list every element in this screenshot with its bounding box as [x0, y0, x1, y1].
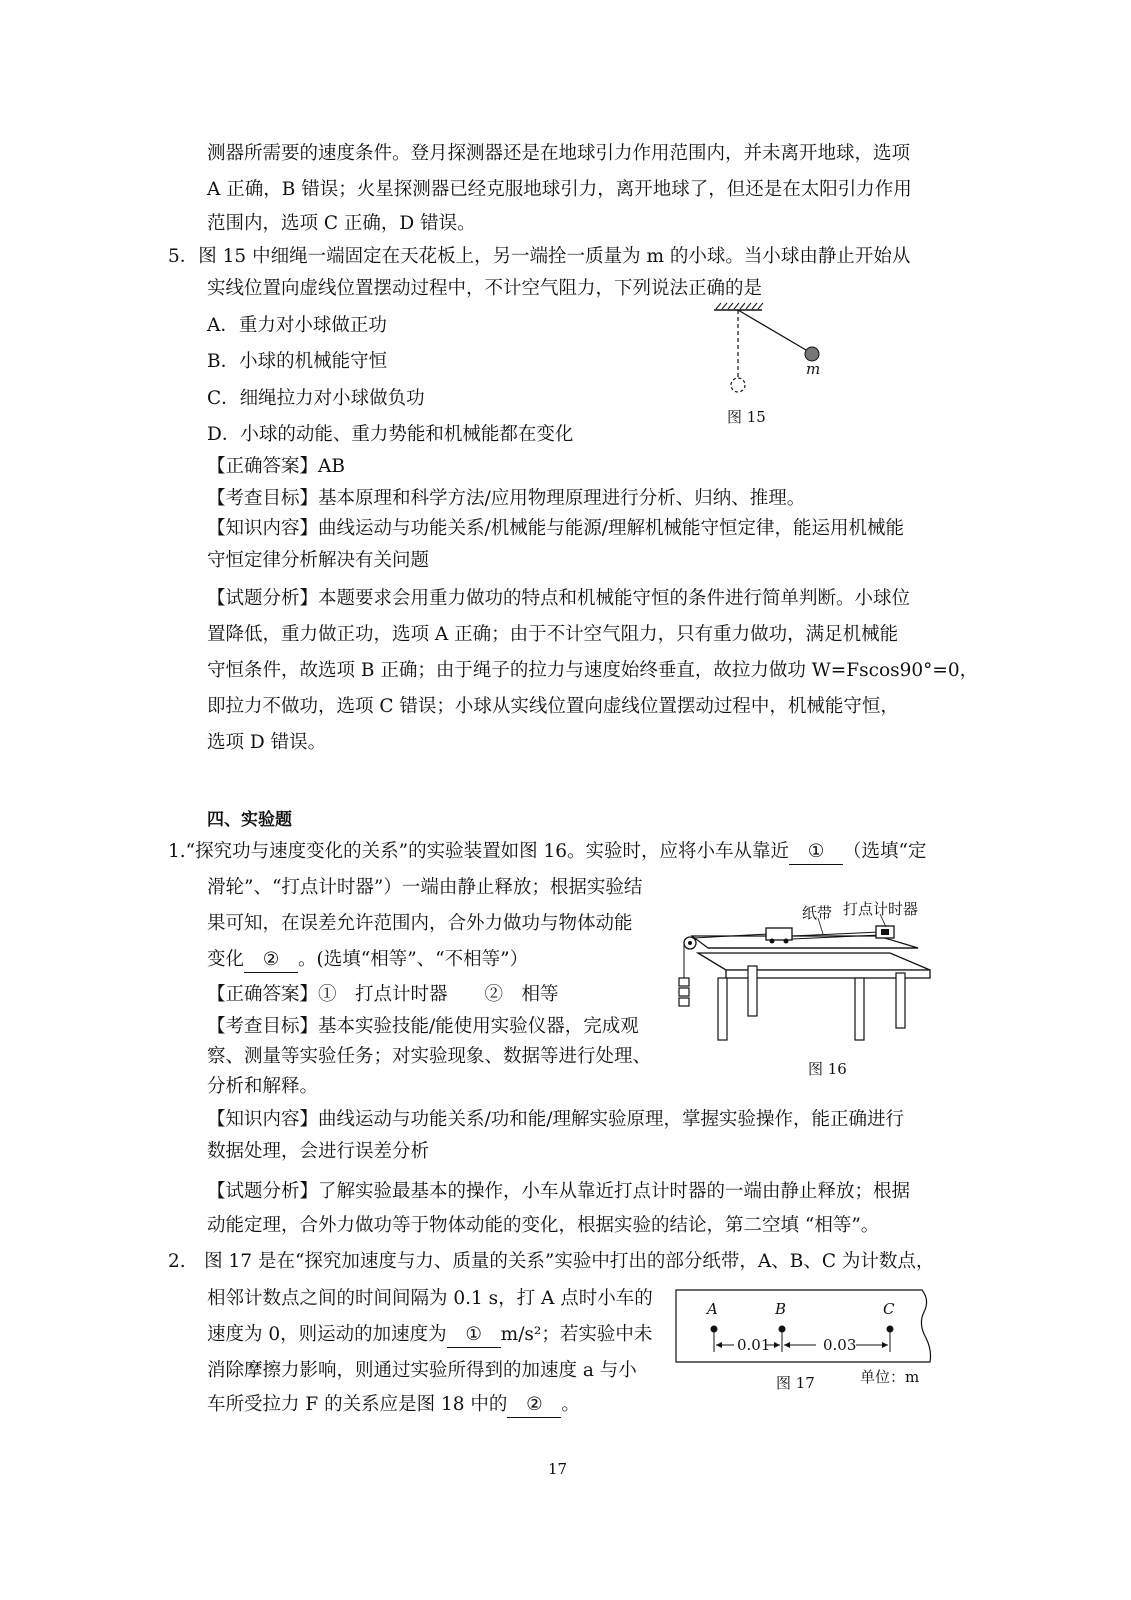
q5-analysis-line-1: 【试题分析】本题要求会用重力做功的特点和机械能守恒的条件进行简单判断。小球位	[207, 588, 911, 609]
q5-option-d: D．小球的动能、重力势能和机械能都在变化	[207, 424, 574, 445]
s4-q1-knowledge-line-2: 数据处理，会进行误差分析	[207, 1141, 430, 1162]
q5-analysis-line-4: 即拉力不做功，选项 C 错误；小球从实线位置向虚线位置摆动过程中，机械能守恒，	[207, 696, 899, 717]
tape-point-c: C	[883, 1300, 895, 1318]
q5-analysis-line-5: 选项 D 错误。	[207, 732, 327, 753]
s4-q1-target-line-3: 分析和解释。	[207, 1076, 319, 1097]
q5-answer: 【正确答案】AB	[207, 456, 345, 477]
s4-q1-answer: 【正确答案】① 打点计时器 ② 相等	[207, 984, 559, 1005]
q5-knowledge-line-1: 【知识内容】曲线运动与功能关系/机械能与能源/理解机械能守恒定律，能运用机械能	[207, 518, 904, 539]
s4-q1-analysis-line-2: 动能定理，合外力做功等于物体动能的变化，根据实验的结论，第二空填 “相等”。	[207, 1215, 880, 1236]
s4-q1-line-2: 滑轮”、“打点计时器”）一端由静止释放；根据实验结	[207, 877, 643, 898]
s4-q1-line-4: 变化 ② 。(选填“相等”、“不相等”）	[207, 948, 528, 973]
tape-distance-bc: 0.03	[823, 1336, 857, 1354]
s4-q2-line-2: 相邻计数点之间的时间间隔为 0.1 s，打 A 点时小车的	[207, 1288, 653, 1309]
q5-knowledge-line-2: 守恒定律分析解决有关问题	[207, 550, 430, 571]
q5-stem-line-1: 5．图 15 中细绳一端固定在天花板上，另一端拴一质量为 m 的小球。当小球由静止开始从	[168, 246, 911, 267]
figure-15-caption: 图 15	[727, 408, 766, 426]
s4-q2-blank-2[interactable]: ②	[507, 1393, 561, 1418]
q5-analysis-line-3: 守恒条件，故选项 B 正确；由于绳子的拉力与速度始终垂直，故拉力做功 W=Fscos90°=0，	[207, 660, 979, 681]
tape-point-b: B	[775, 1300, 787, 1318]
s4-q1-line-1: 1.“探究功与速度变化的关系”的实验装置如图 16。实验时，应将小车从靠近 ① （选填“定	[168, 840, 926, 865]
q4-analysis-line-2: A 正确，B 错误；火星探测器已经克服地球引力，离开地球了，但还是在太阳引力作用	[207, 179, 912, 200]
s4-q1-target-line-2: 察、测量等实验任务；对实验现象、数据等进行处理、	[207, 1046, 652, 1067]
q5-option-a: A．重力对小球做正功	[207, 315, 387, 336]
figure-16-caption: 图 16	[808, 1060, 847, 1078]
pendulum-figure	[700, 298, 840, 403]
tape-distance-ab: 0.01	[737, 1336, 771, 1354]
q5-option-b: B．小球的机械能守恒	[207, 351, 388, 372]
q4-analysis-line-1: 测器所需要的速度条件。登月探测器还是在地球引力作用范围内，并未离开地球，选项	[207, 143, 911, 164]
section-heading: 四、实验题	[207, 810, 292, 830]
s4-q1-target-line-1: 【考查目标】基本实验技能/能使用实验仪器，完成观	[207, 1016, 639, 1037]
pendulum-mass-label: m	[806, 360, 821, 378]
figure-16-tape-label: 纸带	[802, 904, 833, 922]
figure-17-caption: 图 17	[776, 1374, 815, 1392]
q5-stem-line-2: 实线位置向虚线位置摆动过程中，不计空气阻力，下列说法正确的是	[207, 278, 763, 299]
s4-q1-analysis-line-1: 【试题分析】了解实验最基本的操作，小车从靠近打点计时器的一端由静止释放；根据	[207, 1181, 911, 1202]
q5-option-c: C．细绳拉力对小球做负功	[207, 388, 425, 409]
s4-q2-line-4: 消除摩擦力影响，则通过实验所得到的加速度 a 与小	[207, 1360, 637, 1381]
q5-analysis-line-2: 置降低，重力做正功，选项 A 正确；由于不计空气阻力，只有重力做功，满足机械能	[207, 624, 899, 645]
s4-q2-line-5: 车所受拉力 F 的关系应是图 18 中的 ② 。	[207, 1393, 580, 1418]
s4-q2-blank-1[interactable]: ①	[447, 1323, 501, 1348]
q5-target: 【考查目标】基本原理和科学方法/应用物理原理进行分析、归纳、推理。	[207, 488, 806, 509]
figure-16-timer-label: 打点计时器	[843, 900, 919, 918]
s4-q2-line-3: 速度为 0，则运动的加速度为 ① m/s²；若实验中未	[207, 1323, 652, 1348]
figure-17-unit: 单位：m	[860, 1368, 920, 1386]
s4-q1-line-3: 果可知，在误差允许范围内，合外力做功与物体动能	[207, 913, 633, 934]
s4-q2-line-1: 2. 图 17 是在“探究加速度与力、质量的关系”实验中打出的部分纸带，A、B、C 为计数点，	[168, 1251, 935, 1272]
page-number: 17	[548, 1460, 568, 1478]
tape-point-a: A	[707, 1300, 718, 1318]
q4-analysis-line-3: 范围内，选项 C 正确，D 错误。	[207, 213, 476, 234]
s4-q1-blank-2[interactable]: ②	[244, 948, 298, 973]
s4-q1-blank-1[interactable]: ①	[789, 840, 843, 865]
s4-q1-knowledge-line-1: 【知识内容】曲线运动与功能关系/功和能/理解实验原理，掌握实验操作，能正确进行	[207, 1109, 904, 1130]
